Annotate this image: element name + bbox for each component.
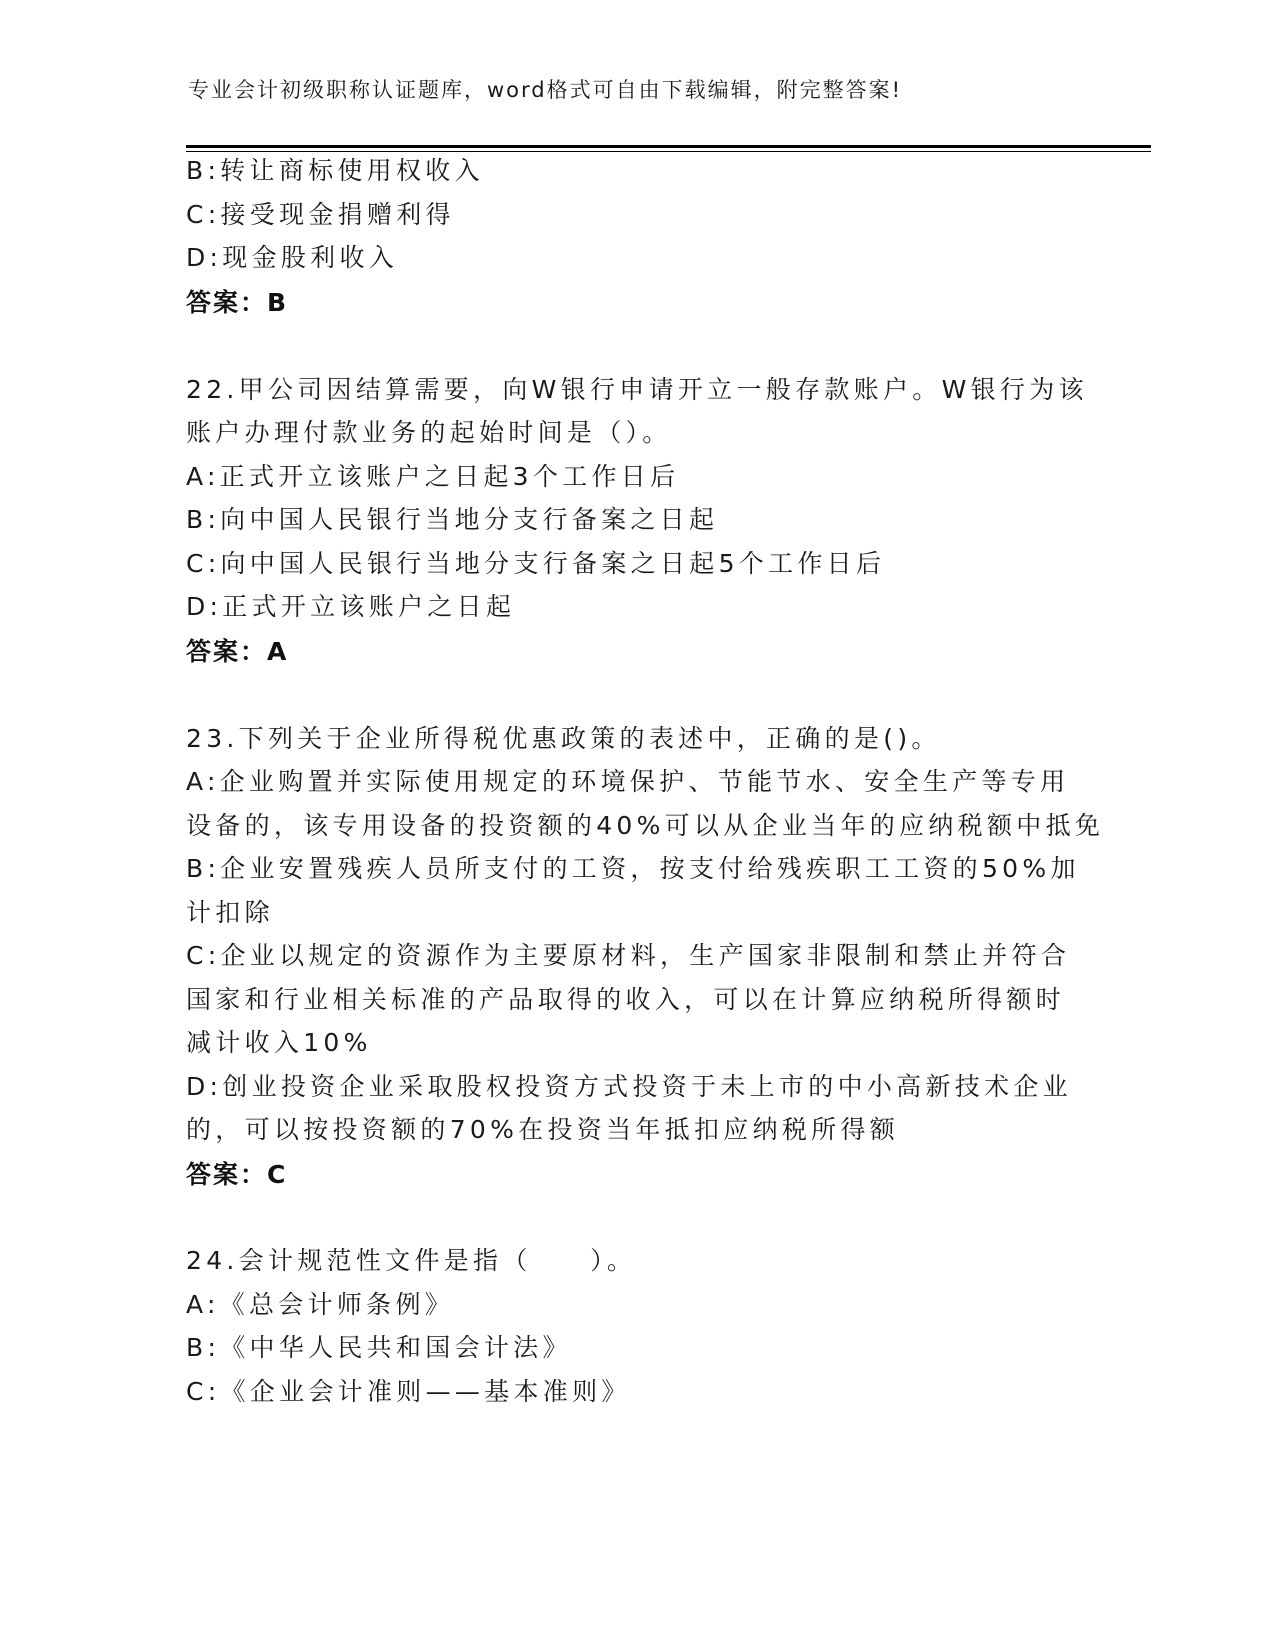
q23-option-b-line1: B:企业安置残疾人员所支付的工资，按支付给残疾职工工资的50%加 (186, 854, 1080, 883)
q22-stem-line2: 账户办理付款业务的起始时间是（）。 (186, 418, 672, 447)
q22-stem-line1: 22.甲公司因结算需要，向W银行申请开立一般存款账户。W银行为该 (186, 375, 1088, 404)
q21-option-b: B:转让商标使用权收入 (186, 156, 484, 185)
q22-option-c: C:向中国人民银行当地分支行备案之日起5个工作日后 (186, 549, 886, 578)
q24-option-a: A:《总会计师条例》 (186, 1290, 455, 1319)
q22-answer: 答案：A (186, 637, 289, 666)
q24-stem: 24.会计规范性文件是指（ ）。 (186, 1246, 637, 1275)
q23-option-c-line2: 国家和行业相关标准的产品取得的收入，可以在计算应纳税所得额时 (186, 985, 1066, 1014)
q22-option-b: B:向中国人民银行当地分支行备案之日起 (186, 505, 719, 534)
q23-option-c-line1: C:企业以规定的资源作为主要原材料，生产国家非限制和禁止并符合 (186, 941, 1071, 970)
q24-option-c: C:《企业会计准则——基本准则》 (186, 1377, 631, 1406)
q21-option-c: C:接受现金捐赠利得 (186, 200, 455, 229)
header-rule (186, 145, 1151, 148)
q23-option-a-line2: 设备的，该专用设备的投资额的40%可以从企业当年的应纳税额中抵免 (186, 811, 1105, 840)
q23-stem: 23.下列关于企业所得税优惠政策的表述中，正确的是()。 (186, 724, 941, 753)
q23-option-b-line2: 计扣除 (186, 898, 274, 927)
page-header: 专业会计初级职称认证题库，word格式可自由下载编辑，附完整答案! (188, 78, 903, 102)
q23-option-d-line2: 的，可以按投资额的70%在投资当年抵扣应纳税所得额 (186, 1115, 900, 1144)
q22-option-a: A:正式开立该账户之日起3个工作日后 (186, 462, 680, 491)
q22-option-d: D:正式开立该账户之日起 (186, 592, 516, 621)
q23-option-d-line1: D:创业投资企业采取股权投资方式投资于未上市的中小高新技术企业 (186, 1072, 1072, 1101)
q23-answer: 答案：C (186, 1160, 288, 1189)
q23-option-a-line1: A:企业购置并实际使用规定的环境保护、节能节水、安全生产等专用 (186, 767, 1070, 796)
q21-answer: 答案：B (186, 288, 289, 317)
q23-option-c-line3: 减计收入10% (186, 1028, 372, 1057)
header-rule-thin (186, 151, 1151, 152)
q24-option-b: B:《中华人民共和国会计法》 (186, 1333, 572, 1362)
q21-option-d: D:现金股利收入 (186, 243, 399, 272)
